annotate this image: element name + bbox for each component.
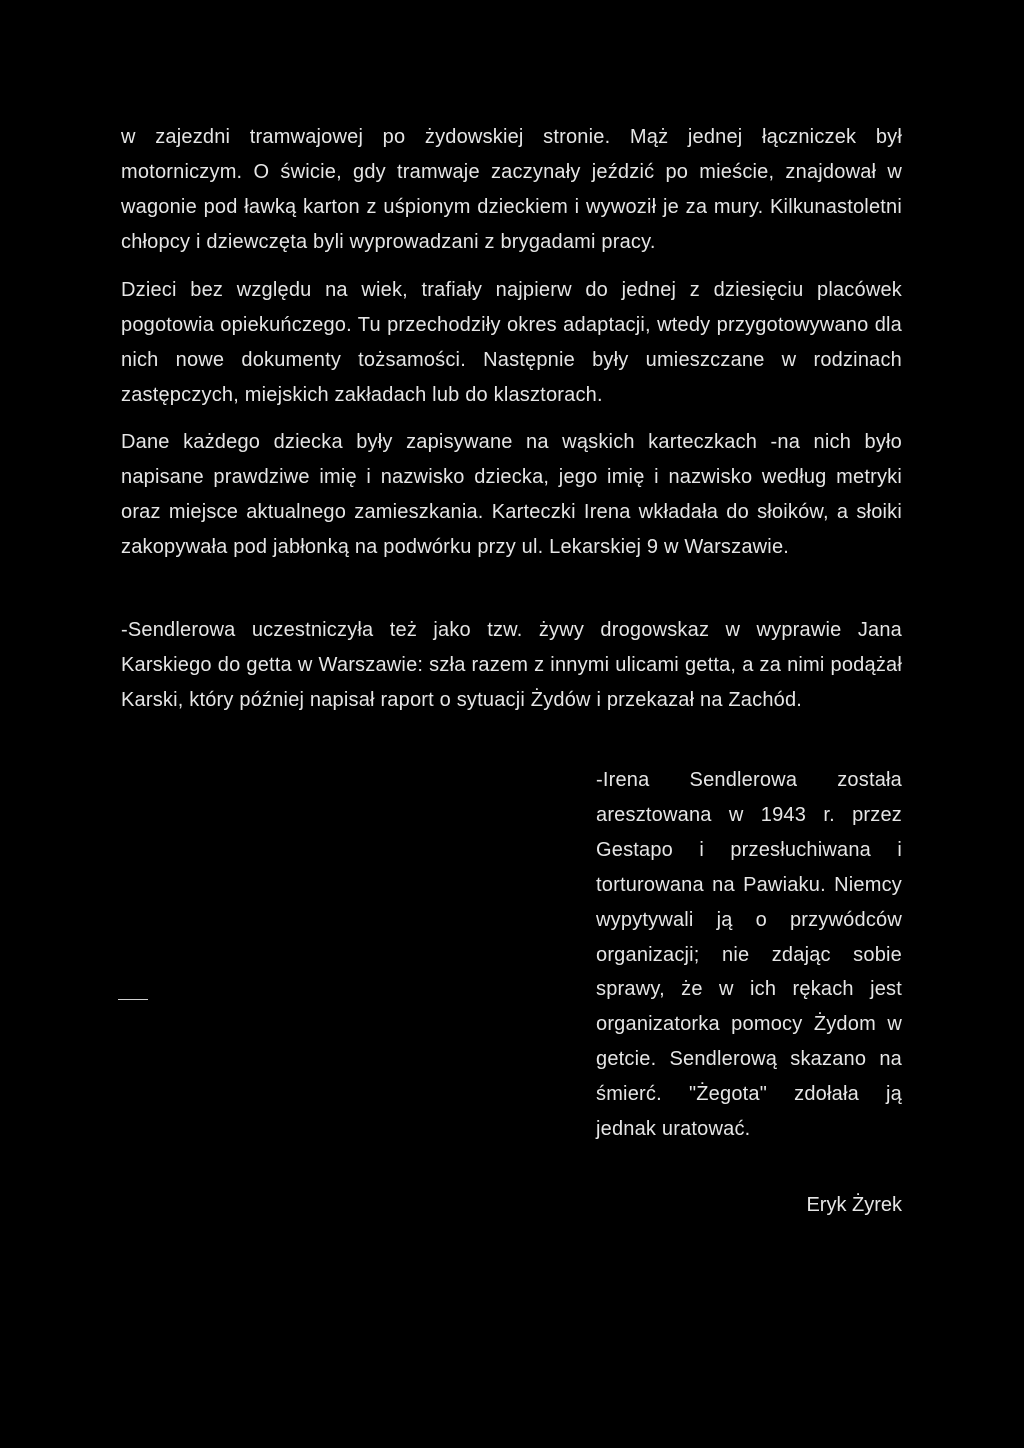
paragraph-child-records: Dane każdego dziecka były zapisywane na wąskich karteczkach -na nich było napisane prawdziwe imię i nazwisko dziecka, jego imię i nazwisko według metryki oraz miejsce aktualnego zamieszkania. Karteczki Irena wkładała do słoików, a słoiki zakopywała pod jabłonką na podwórku przy ul. Lekarskiej 9 w Warszawie.	[121, 431, 902, 558]
footnote-divider	[118, 999, 148, 1000]
paragraph-care-centers: Dzieci bez względu na wiek, trafiały najpierw do jednej z dziesięciu placówek pogotowia opiekuńczego. Tu przechodziły okres adaptacji, wtedy przygotowywano dla nich nowe dokumenty tożsamości. Następnie były umieszczane w rodzinach zastępczych, miejskich zakładach lub do klasztorach.	[121, 279, 902, 406]
author-signature: Eryk Żyrek	[806, 1194, 902, 1216]
paragraph-karski-guide: -Sendlerowa uczestniczyła też jako tzw. żywy drogowskaz w wyprawie Jana Karskiego do getta w Warszawie: szła razem z innymi ulicami getta, a za nimi podążał Karski, który później napisał raport o sytuacji Żydów i przekazał na Zachód.	[121, 619, 902, 711]
paragraph-tram-rescue: w zajezdni tramwajowej po żydowskiej stronie. Mąż jednej łączniczek był motorniczym. O świcie, gdy tramwaje zaczynały jeździć po mieście, znajdował w wagonie pod ławką karton z uśpionym dzieckiem i wywoził je za mury. Kilkunastoletni chłopcy i dziewczęta byli wyprowadzani z brygadami pracy.	[121, 126, 902, 253]
paragraph-arrest: -Irena Sendlerowa została aresztowana w 1943 r. przez Gestapo i przesłuchiwana i torturowana na Pawiaku. Niemcy wypytywali ją o przywódców organizacji; nie zdając sobie sprawy, że w ich rękach jest organizatorka pomocy Żydom w getcie. Sendlerową skazano na śmierć. "Żegota" zdołała ją jednak uratować.	[596, 769, 902, 1141]
